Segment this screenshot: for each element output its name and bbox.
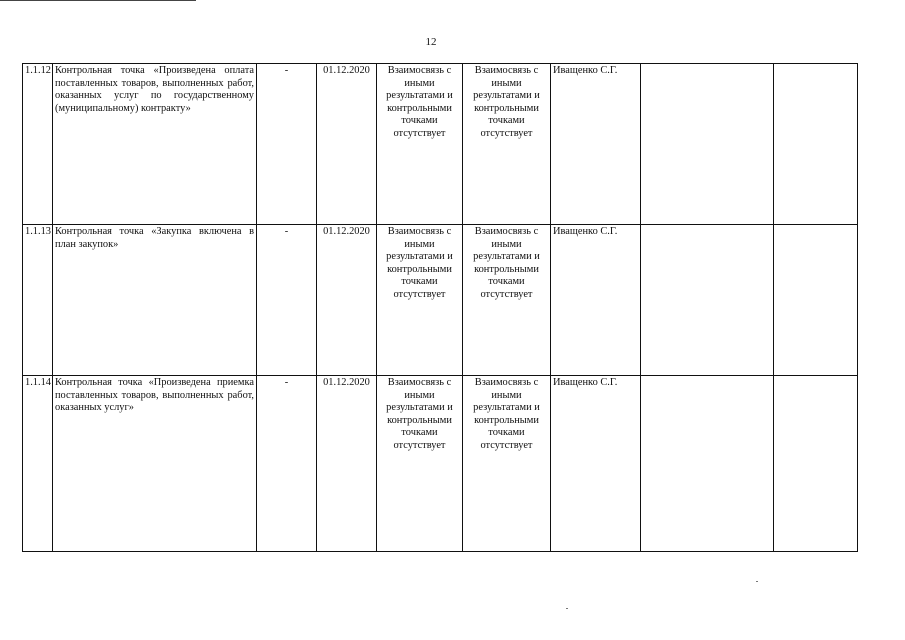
row-empty-cell [774, 225, 858, 376]
row-number: 1.1.13 [23, 225, 53, 376]
row-responsible: Иващенко С.Г. [551, 225, 641, 376]
row-date: 01.12.2020 [317, 225, 377, 376]
table-row [23, 225, 858, 376]
row-relation-2: Взаимосвязь с иными результатами и контрольными точками отсутствует [463, 225, 551, 376]
row-description: Контрольная точка «Закупка включена в план закупок» [53, 225, 257, 376]
row-relation-2: Взаимосвязь с иными результатами и контрольными точками отсутствует [463, 64, 551, 225]
row-empty-cell [774, 376, 858, 552]
row-relation-1: Взаимосвязь с иными результатами и контрольными точками отсутствует [377, 64, 463, 225]
page-number: 12 [425, 36, 437, 48]
scan-speck [756, 581, 758, 582]
row-description: Контрольная точка «Произведена приемка поставленных товаров, выполненных работ, оказанных услуг» [53, 376, 257, 552]
scan-speck [566, 608, 568, 609]
row-relation-1: Взаимосвязь с иными результатами и контрольными точками отсутствует [377, 225, 463, 376]
control-points-table [22, 63, 858, 552]
row-date: 01.12.2020 [317, 376, 377, 552]
row-responsible: Иващенко С.Г. [551, 64, 641, 225]
top-left-rule [0, 0, 196, 1]
row-empty-cell [641, 376, 774, 552]
row-dash: - [257, 64, 317, 225]
row-empty-cell [641, 225, 774, 376]
row-responsible: Иващенко С.Г. [551, 376, 641, 552]
row-dash: - [257, 225, 317, 376]
row-number: 1.1.12 [23, 64, 53, 225]
row-empty-cell [641, 64, 774, 225]
table-row [23, 376, 858, 552]
row-empty-cell [774, 64, 858, 225]
row-relation-1: Взаимосвязь с иными результатами и контрольными точками отсутствует [377, 376, 463, 552]
row-relation-2: Взаимосвязь с иными результатами и контрольными точками отсутствует [463, 376, 551, 552]
row-description: Контрольная точка «Произведена оплата поставленных товаров, выполненных работ, оказанных услуг по государственному (муниципальному) контракту» [53, 64, 257, 225]
table-row [23, 64, 858, 225]
row-date: 01.12.2020 [317, 64, 377, 225]
row-dash: - [257, 376, 317, 552]
row-number: 1.1.14 [23, 376, 53, 552]
